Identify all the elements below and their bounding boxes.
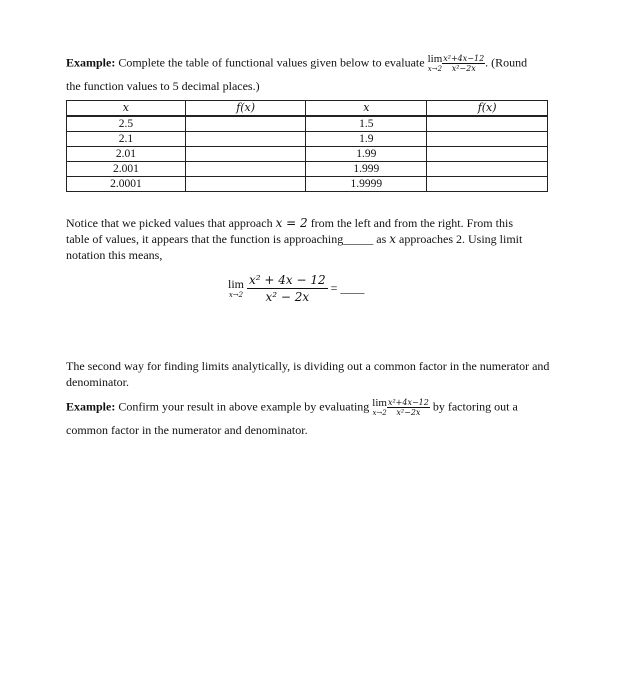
left-x-cell: 2.1: [67, 132, 186, 147]
header-x-left: x: [67, 101, 186, 117]
notice-paragraph: [66, 215, 556, 263]
right-x-cell: 1.9999: [306, 177, 427, 192]
right-fx-cell[interactable]: [427, 116, 548, 132]
second-way-paragraph: The second way for finding limits analytically, is dividing out a common factor in the numerator and denominator.: [66, 359, 550, 389]
table-row: [67, 147, 548, 162]
left-fx-cell[interactable]: [185, 162, 306, 177]
example2-text-b: by factoring out a: [432, 399, 518, 414]
right-x-cell: 1.99: [306, 147, 427, 162]
left-fx-cell[interactable]: [185, 147, 306, 162]
display-lim: lim x→2: [228, 277, 245, 299]
example1-line1: [66, 54, 556, 78]
example1-label: Example:: [66, 55, 116, 70]
table-row: [67, 132, 548, 147]
example2-paragraph: [66, 398, 556, 438]
equals-sign: =: [330, 281, 338, 295]
limit-answer-blank[interactable]: ____: [340, 281, 365, 295]
display-fraction: $\frac{\text{x² + 4x − 12}}{\text{x² − 2x}}$: [249, 273, 326, 304]
display-limit: [228, 272, 364, 305]
left-fx-cell[interactable]: [185, 132, 306, 147]
right-fx-cell[interactable]: [427, 147, 548, 162]
left-x-cell: 2.01: [67, 147, 186, 162]
header-fx-right: f(x): [427, 101, 548, 117]
example1-text-a: Complete the table of functional values given below to evaluate: [118, 55, 425, 70]
right-x-cell: 1.5: [306, 116, 427, 132]
answer-blank[interactable]: _____: [343, 232, 374, 246]
table-row: [67, 162, 548, 177]
right-fx-cell[interactable]: [427, 162, 548, 177]
example2-limit: lim x→2: [372, 397, 387, 417]
example1-limit: lim x→2: [427, 53, 443, 73]
values-table: [66, 100, 548, 192]
notice-line1: Notice that we picked values that approach x = 2 from the left and from the right. From this: [66, 216, 513, 230]
table-row: [67, 116, 548, 132]
example1-fraction: $\frac{\text{x²+4x−12}}{\text{x²−2x}}$: [443, 54, 485, 73]
right-x-cell: 1.9: [306, 132, 427, 147]
right-x-cell: 1.999: [306, 162, 427, 177]
example2-label: Example:: [66, 399, 116, 414]
left-x-cell: 2.001: [67, 162, 186, 177]
example1-text-c: the function values to 5 decimal places.): [66, 79, 260, 93]
example2-text-c: common factor in the numerator and denominator.: [66, 423, 308, 437]
table-header-row: [67, 101, 548, 117]
example1-paragraph: [66, 54, 556, 94]
left-x-cell: 2.5: [67, 116, 186, 132]
example1-text-b: . (Round: [485, 55, 528, 70]
notice-line2: table of values, it appears that the function is approaching_____ as x approaches 2. Using limit: [66, 232, 523, 246]
right-fx-cell[interactable]: [427, 177, 548, 192]
left-x-cell: 2.0001: [67, 177, 186, 192]
right-fx-cell[interactable]: [427, 132, 548, 147]
header-fx-left: f(x): [185, 101, 306, 117]
notice-line3: notation this means,: [66, 248, 163, 262]
table-row: [67, 177, 548, 192]
left-fx-cell[interactable]: [185, 177, 306, 192]
example2-fraction: $\frac{\text{x²+4x−12}}{\text{x²−2x}}$: [387, 398, 429, 417]
left-fx-cell[interactable]: [185, 116, 306, 132]
header-x-right: x: [306, 101, 427, 117]
example2-text-a: Confirm your result in above example by evaluating: [118, 399, 370, 414]
example2-line1: [66, 398, 556, 422]
